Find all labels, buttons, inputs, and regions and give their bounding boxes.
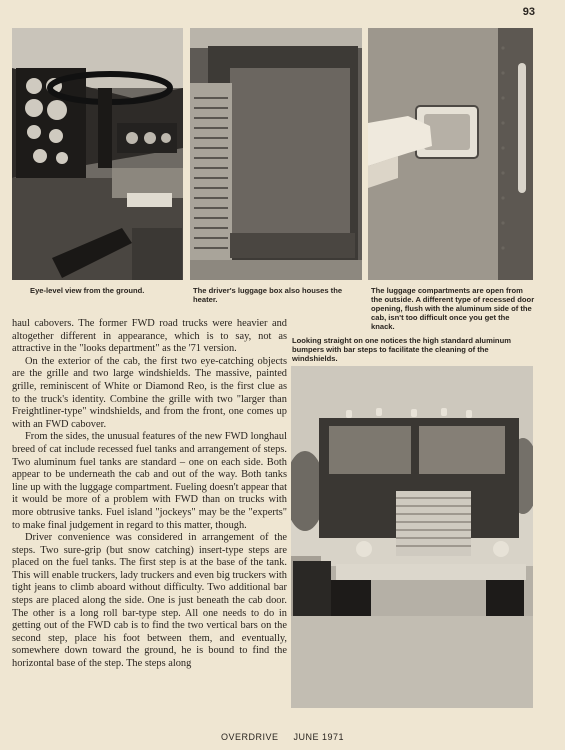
luggage-box-photo-caption: The driver's luggage box also houses the heater.: [193, 286, 343, 304]
truck-front-photo-caption: Looking straight on one notices the high standard aluminum bumpers with bar steps to facilitate the cleaning of the windshields.: [292, 336, 511, 363]
luggage-box-photo: [190, 28, 362, 280]
dashboard-photo-caption: Eye-level view from the ground.: [30, 286, 145, 295]
article-paragraph: On the exterior of the cab, the first two eye-catching objects are the grille and two large windshields. The massive, painted grille, reminiscent of White or Diamond Reo, is the first clue as to the truck's identity. Combine the grille with two "larger than Freightliner-type" windshields, and from the front, one comes up with an FWD cabover.: [12, 355, 287, 430]
luggage-compartment-photo: [368, 28, 533, 280]
article-body: [12, 318, 287, 671]
truck-front-photo: [291, 366, 533, 708]
article-paragraph: haul cabovers. The former FWD road trucks were heavier and altogether different in appearance, which is to say, not as attractive in the "looks department" as the '71 version.: [12, 318, 287, 355]
article-paragraph: Driver convenience was considered in arrangement of the steps. Two sure-grip (but snow catching) insert-type steps are placed on the fuel tanks. The first step is at the base of the tank. This will enable truckers, lady truckers and even big truckers with tight jeans to climb aboard without difficulty. Two additional bar steps are placed along the side. One is just beneath the cab door. The other is a long roll bar-type step. All one needs to do in getting out of the FWD cab is to find the two vertical bars on the second step, place his foot between them, and eventually, somewhere down toward the ground, he is bound to find the horizontal base of the step. The steps along: [12, 532, 287, 670]
article-paragraph: From the sides, the unusual features of the new FWD longhaul breed of cat include recessed fuel tanks and arrangement of steps. Two aluminum fuel tanks are standard – one on each side. Both appear to be underneath the cab and out of the way. Both tanks line up with the luggage compartment. Fueling doesn't appear that it would be more of a problem with FWD than on trucks with more obtrusive tanks. Fuel island "jockeys" may be the "experts" to make final judgement in regard to this matter, though.: [12, 431, 287, 531]
page-number: 93: [522, 6, 535, 18]
page-footer: [0, 732, 565, 742]
luggage-compartment-photo-caption: The luggage compartments are open from the outside. A different type of recessed door opening, flush with the aluminum side of the cab, isn't too difficult once you get the knack.: [371, 286, 535, 331]
footer-issue: JUNE 1971: [293, 732, 345, 742]
dashboard-photo: [12, 28, 183, 280]
footer-publication: OVERDRIVE: [220, 732, 279, 742]
